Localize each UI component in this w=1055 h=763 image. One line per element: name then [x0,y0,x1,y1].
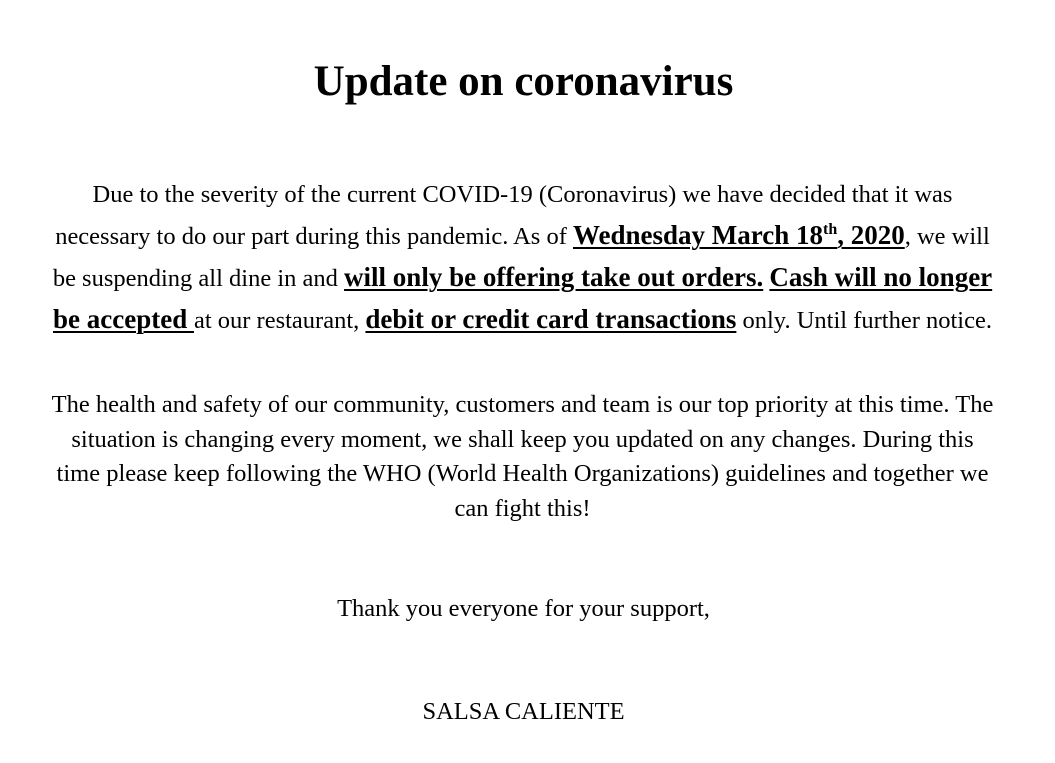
cash-notice: Cash will no longer be accepted [53,262,993,334]
announcement-intro-text: Due to the severity of the current COVID-19 (Coronavirus) we have decided that it was necessary to do our part during this pandemic. As of [55,181,953,250]
signature: SALSA CALIENTE [422,698,625,725]
health-safety-paragraph: The health and safety of our community, customers and team is our top priority at this time. The situation is changing every moment, we shall keep you updated on any changes. During this time please keep following the WHO (World Health Organizations) guidelines and together we can fight this! [51,391,994,522]
suspension-text: , we will be suspending all dine in and [52,223,990,292]
effective-date-main: Wednesday March 18 [572,220,823,250]
page-title: Update on coronavirus [313,58,734,105]
restaurant-text: at our restaurant, [193,307,366,334]
until-notice-text: only. Until further notice. [736,307,992,334]
thanks-line: Thank you everyone for your support, [337,595,710,622]
effective-date [573,220,905,250]
announcement-paragraph [50,175,995,341]
effective-date-year: , 2020 [837,220,905,250]
effective-date-ordinal: th [823,221,838,238]
card-payment-notice: debit or credit card transactions [365,304,737,334]
takeout-only-notice: will only be offering take out orders. [344,262,764,292]
